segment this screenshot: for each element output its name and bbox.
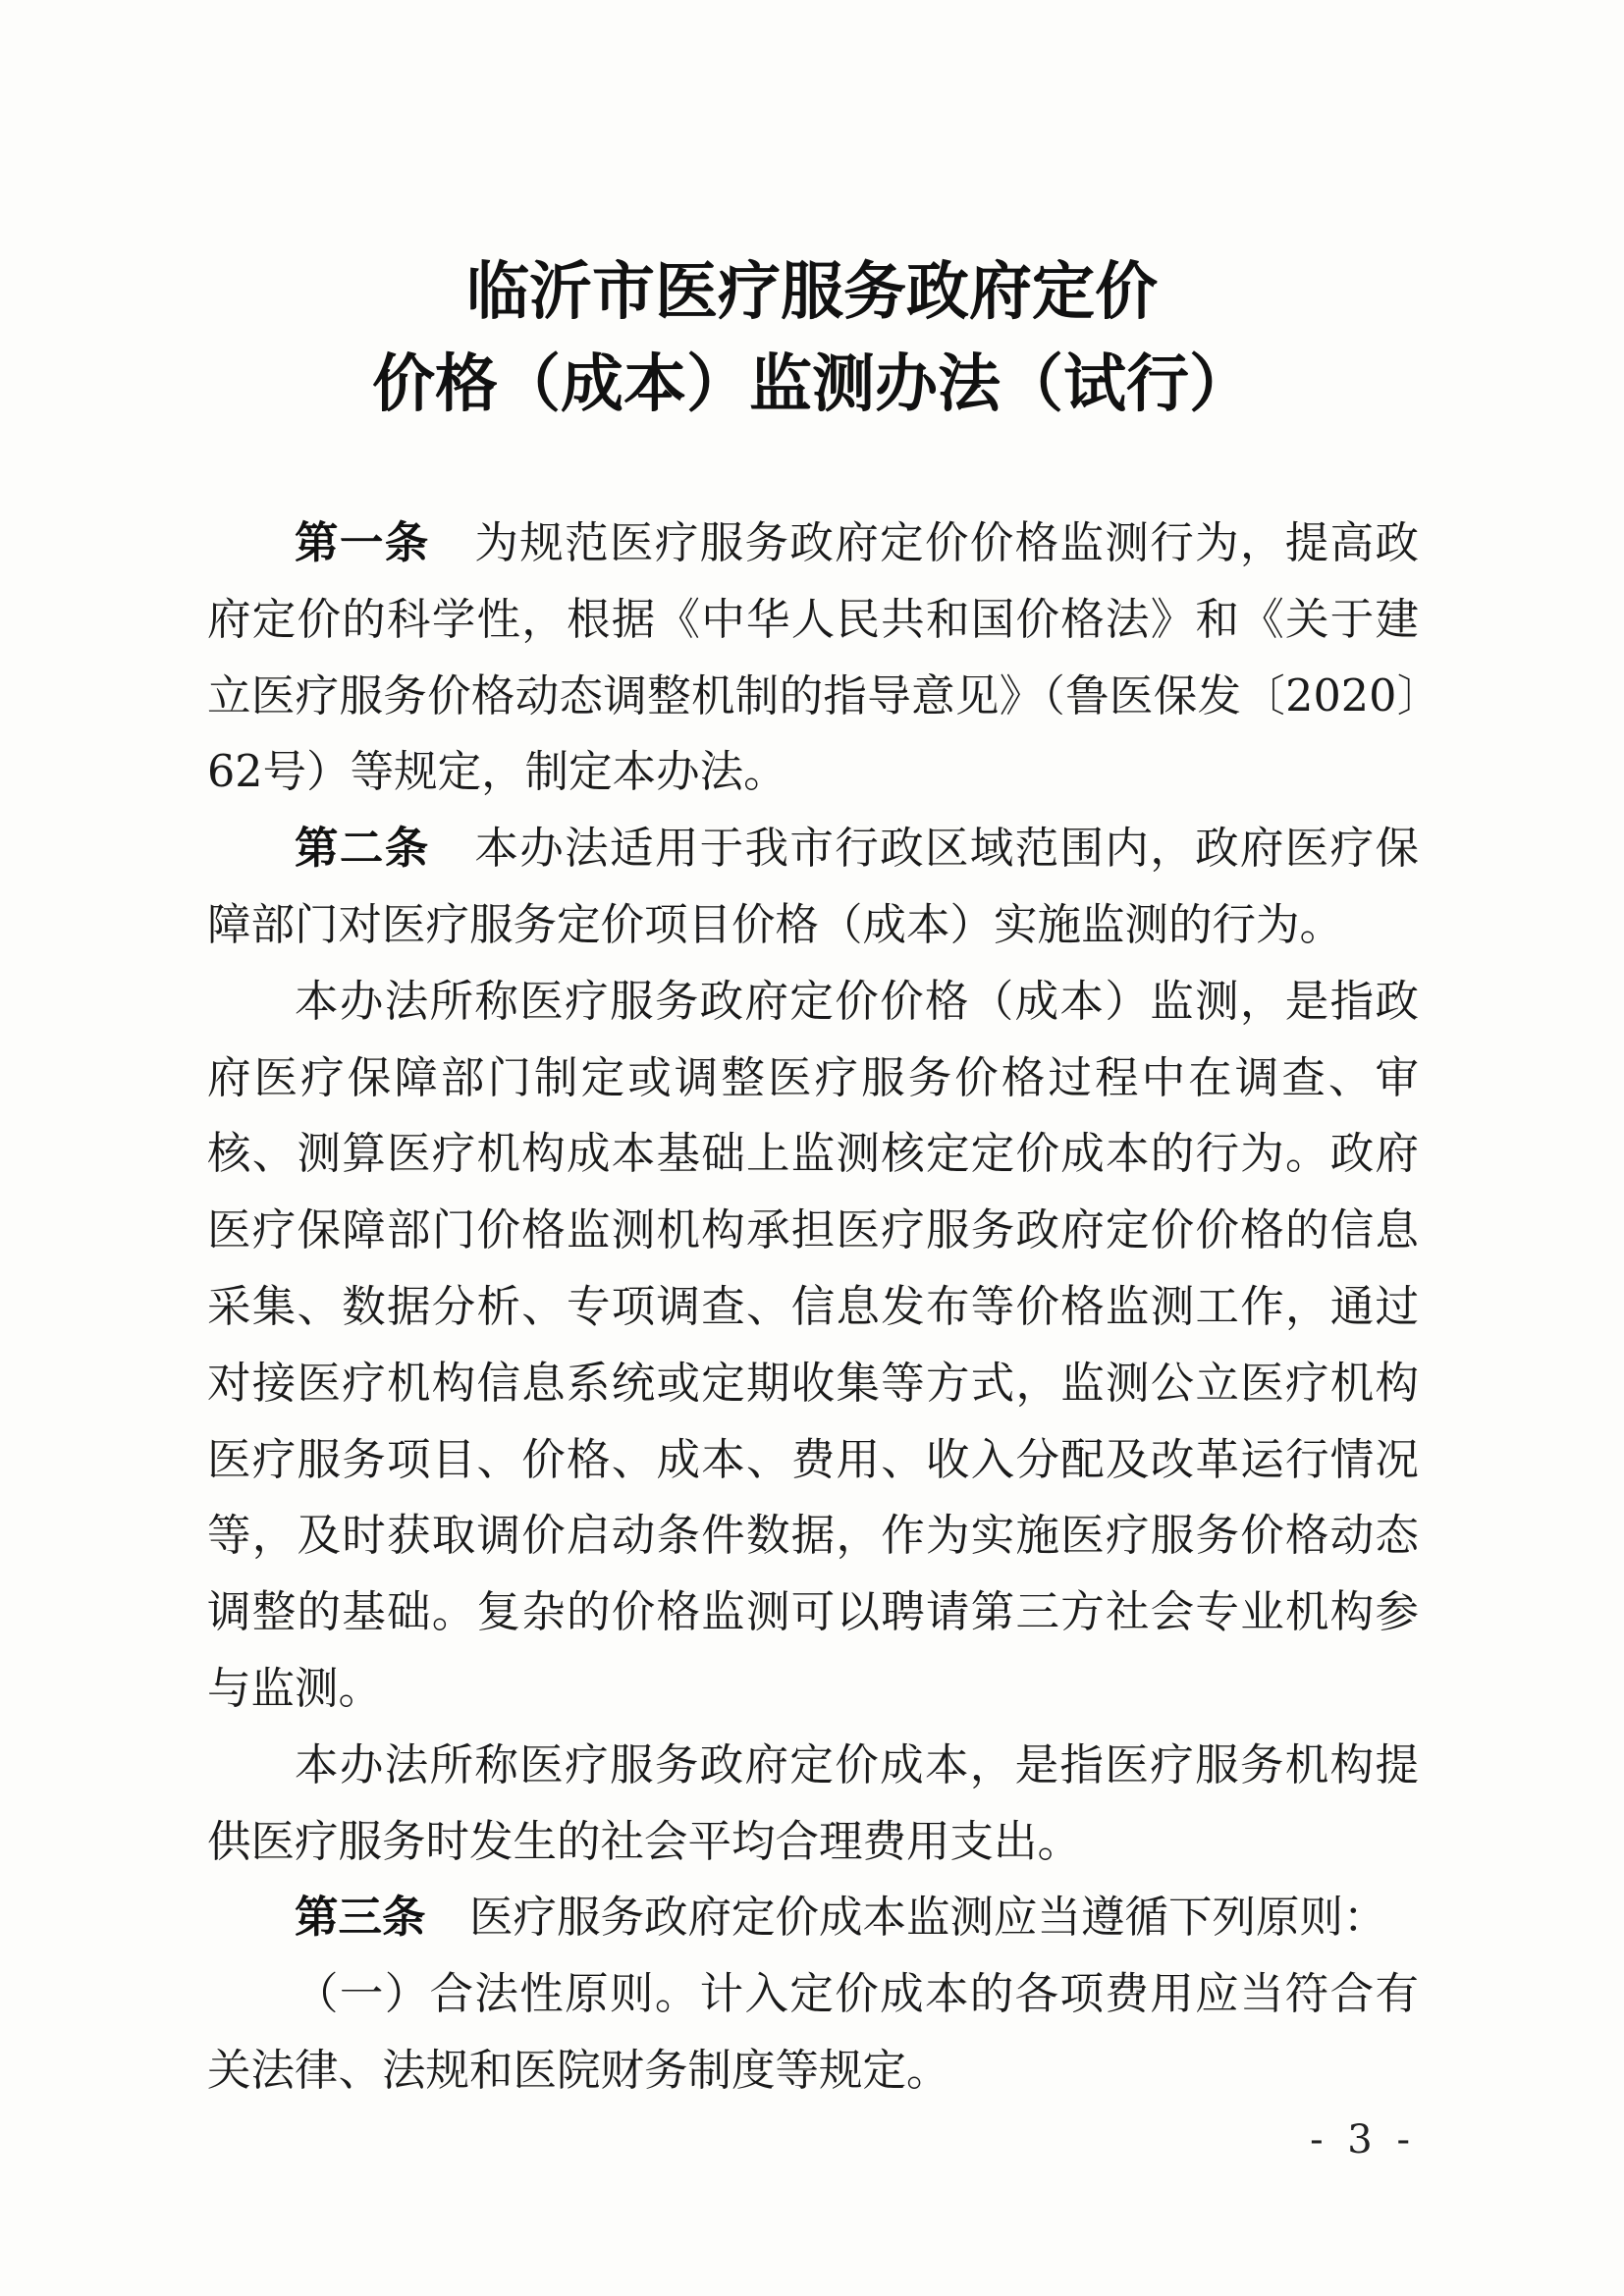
document-body: [207, 506, 1419, 2109]
paragraph-text: 本办法适用于我市行政区域范围内，政府医疗保障部门对医疗服务定价项目价格（成本）实施监测的行为。: [207, 824, 1419, 950]
article-1-paragraph: [207, 506, 1419, 811]
article-label: 第二条: [295, 824, 430, 875]
paragraph-text: 为规范医疗服务政府定价价格监测行为，提高政府定价的科学性，根据《中华人民共和国价格法》和《关于建立医疗服务价格动态调整机制的指导意见》（鲁医保发〔2020〕62号）等规定，制定本办法。: [207, 518, 1419, 798]
paragraph-text: 本办法所称医疗服务政府定价成本，是指医疗服务机构提供医疗服务时发生的社会平均合理费用支出。: [207, 1739, 1419, 1867]
article-2-monitoring-definition-paragraph: [207, 964, 1419, 1728]
article-3-item-1-paragraph: [207, 1956, 1419, 2109]
paragraph-text: 医疗服务政府定价成本监测应当遵循下列原则：: [469, 1893, 1387, 1944]
article-label: 第三条: [295, 1893, 426, 1944]
article-label: 第一条: [295, 518, 430, 568]
paragraph-text: 本办法所称医疗服务政府定价价格（成本）监测，是指政府医疗保障部门制定或调整医疗服务价格过程中在调查、审核、测算医疗机构成本基础上监测核定定价成本的行为。政府医疗保障部门价格监测机构承担医疗服务政府定价价格的信息采集、数据分析、专项调查、信息发布等价格监测工作，通过对接医疗机构信息系统或定期收集等方式，监测公立医疗机构医疗服务项目、价格、成本、费用、收入分配及改革运行情况等，及时获取调价启动条件数据，作为实施医疗服务价格动态调整的基础。复杂的价格监测可以聘请第三方社会专业机构参与监测。: [207, 976, 1419, 1714]
article-2-cost-definition-paragraph: [207, 1728, 1419, 1881]
paragraph-text: （一）合法性原则。计入定价成本的各项费用应当符合有关法律、法规和医院财务制度等规定。: [207, 1969, 1419, 2096]
article-3-paragraph: [207, 1880, 1419, 1956]
document-title-line-1: 临沂市医疗服务政府定价: [466, 256, 1158, 329]
document-title-line-2: 价格（成本）监测办法（试行）: [372, 348, 1252, 421]
article-2-paragraph: [207, 811, 1419, 964]
page-number: - 3 -: [1310, 2117, 1416, 2163]
